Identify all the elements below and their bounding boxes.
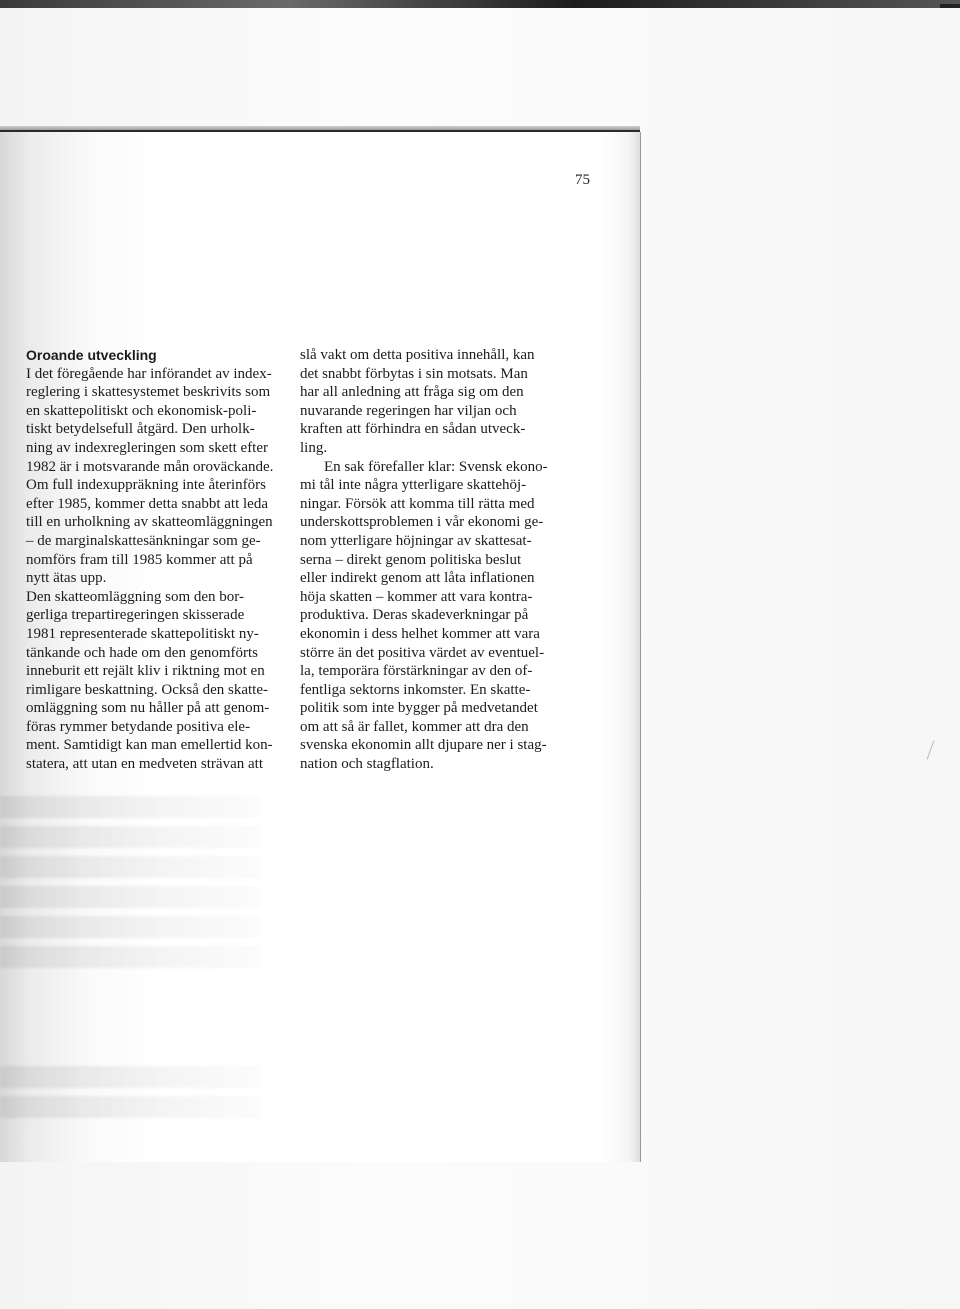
text-line: 1981 representerade skattepolitiskt ny-	[26, 625, 259, 642]
bleed-through-mark	[0, 826, 260, 848]
text-line: större än det positiva värdet av eventuel-	[300, 644, 545, 661]
text-line: rimligare beskattning. Också den skatte-	[26, 681, 269, 698]
section-heading: Oroande utveckling	[26, 347, 157, 363]
text-line: föras rymmer betydande positiva ele-	[26, 718, 251, 735]
text-line: mi tål inte några ytterligare skattehöj-	[300, 477, 527, 494]
text-line: inneburit ett rejält kliv i riktning mot en	[26, 663, 265, 680]
text-line: politik som inte bygger på medvetandet	[300, 700, 538, 717]
text-line: nomförs fram till 1985 kommer att på	[26, 551, 253, 568]
text-line: produktiva. Deras skadeverkningar på	[300, 607, 529, 624]
text-line: en skattepolitiskt och ekonomisk-poli-	[26, 402, 257, 419]
text-line: till en urholkning av skatteomläggningen	[26, 514, 273, 531]
text-line: – de marginalskattesänkningar som ge-	[26, 532, 261, 549]
scan-top-edge	[0, 0, 960, 8]
text-line: om att så är fallet, kommer att dra den	[300, 718, 529, 735]
bleed-through-mark	[0, 1096, 260, 1118]
text-line: 1982 är i motsvarande mån oroväckande.	[26, 458, 274, 475]
text-line: I det föregående har införandet av index-	[26, 365, 272, 382]
bleed-through-mark	[0, 886, 260, 908]
text-line: efter 1985, kommer detta snabbt att leda	[26, 495, 268, 512]
text-line: eller indirekt genom att låta inflationen	[300, 570, 535, 587]
page-number: 75	[575, 172, 590, 188]
text-line: ekonomin i dess helhet kommer att vara	[300, 625, 540, 642]
bleed-through-mark	[0, 1066, 260, 1088]
text-line: nom ytterligare höjningar av skattesat-	[300, 532, 532, 549]
bleed-through-mark	[0, 796, 260, 818]
text-line: reglering i skattesystemet beskrivits som	[26, 384, 271, 401]
text-line: ningar. Försök att komma till rätta med	[300, 495, 535, 512]
text-line: serna – direkt genom politiska beslut	[300, 551, 522, 568]
text-line: ling.	[300, 439, 328, 456]
text-line: underskottsproblemen i vår ekonomi ge-	[300, 514, 544, 531]
text-line: nuvarande regeringen har viljan och	[300, 402, 517, 419]
bleed-through-mark	[0, 916, 260, 938]
left-column	[26, 346, 316, 774]
text-line: statera, att utan en medveten strävan att	[26, 756, 263, 773]
text-line: har all anledning att fråga sig om den	[300, 384, 524, 401]
text-line: En sak förefaller klar: Svensk ekono-	[324, 458, 548, 475]
text-line: tiskt betydelsefull åtgärd. Den urholk-	[26, 421, 255, 438]
text-line: Om full indexuppräkning inte återinförs	[26, 477, 266, 494]
text-line: det snabbt förbytas i sin motsats. Man	[300, 365, 528, 382]
text-line: ment. Samtidigt kan man emellertid kon-	[26, 737, 273, 754]
text-line: tänkande och hade om den genomförts	[26, 644, 259, 661]
text-line: fentliga sektorns inkomster. En skatte-	[300, 681, 531, 698]
text-line: kraften att förhindra en sådan utveck-	[300, 421, 526, 438]
bleed-through-mark	[0, 946, 260, 968]
text-line: nation och stagflation.	[300, 756, 434, 773]
text-line: la, temporära förstärkningar av den of-	[300, 663, 533, 680]
text-line: Den skatteomläggning som den bor-	[26, 588, 244, 605]
text-line: slå vakt om detta positiva innehåll, kan	[300, 347, 535, 363]
bleed-through-mark	[0, 856, 260, 878]
text-line: omläggning som nu håller på att genom-	[26, 700, 270, 717]
right-column	[300, 346, 590, 774]
text-line: gerliga trepartiregeringen skisserade	[26, 607, 245, 624]
text-line: nytt ätas upp.	[26, 570, 107, 587]
text-line: höja skatten – kommer att vara kontra-	[300, 588, 533, 605]
text-line: ning av indexregleringen som skett efter	[26, 439, 269, 456]
text-line: svenska ekonomin allt djupare ner i stag-	[300, 737, 547, 754]
